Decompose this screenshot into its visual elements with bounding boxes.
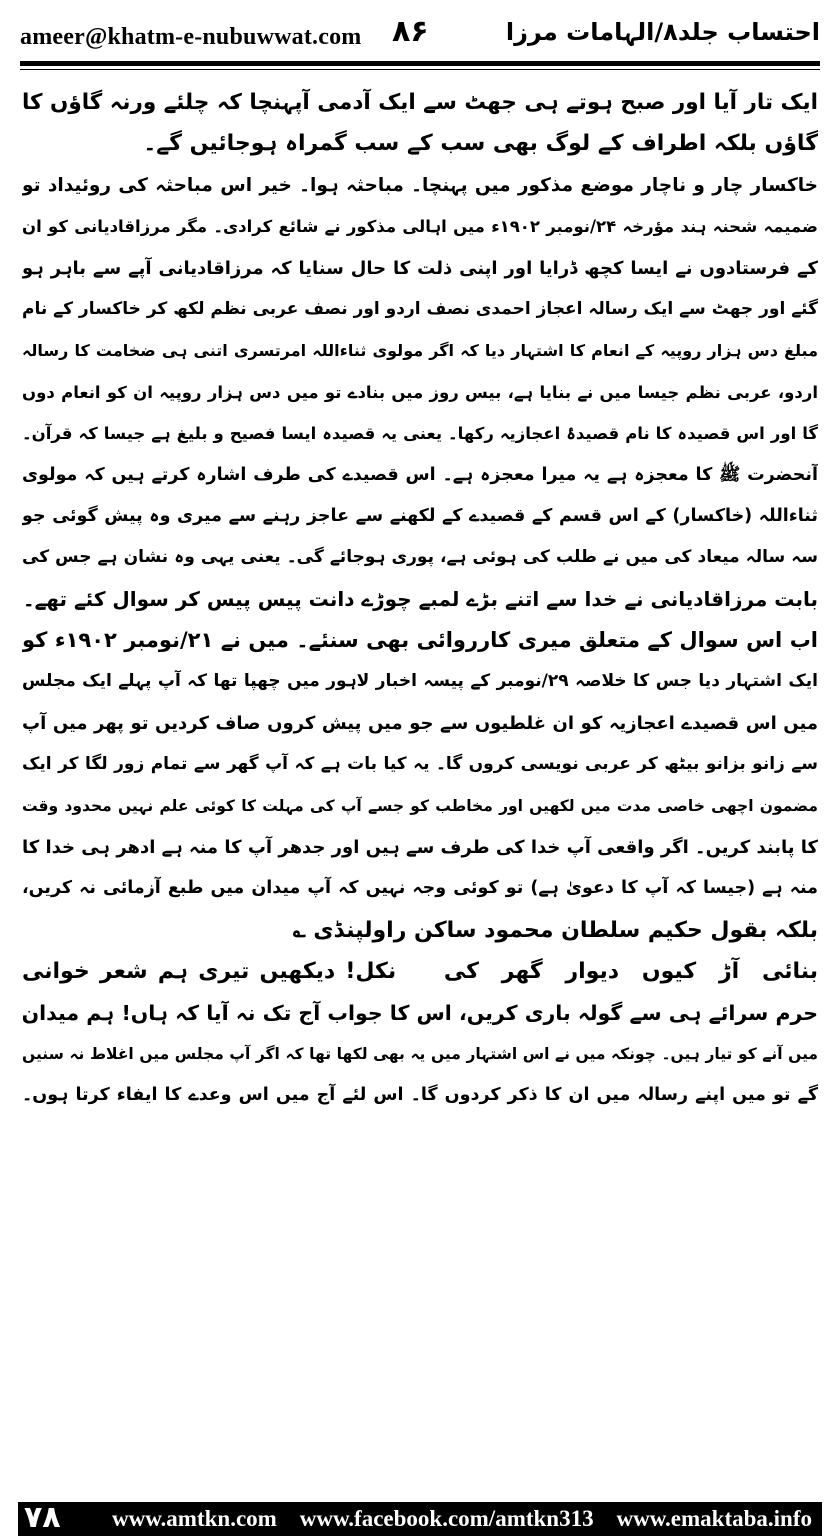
body-text bbox=[22, 82, 818, 1117]
text-line: ایک تار آیا اور صبح ہوتے ہی جھٹ سے ایک آدمی آپہنچا کہ چلئے ورنہ گاؤں کا bbox=[22, 90, 818, 115]
footer-link-emaktaba[interactable]: www.emaktaba.info bbox=[616, 1506, 812, 1531]
text-line: حرم سرائے ہی سے گولہ باری کریں، اس کا جواب آج تک نہ آیا کہ ہاں! ہم میدان bbox=[22, 1000, 818, 1025]
header-email[interactable]: ameer@khatm-e-nubuwwat.com bbox=[20, 24, 362, 50]
text-line: ضمیمہ شحنہ ہند مؤرخہ ۲۴/نومبر ۱۹۰۲ء میں اہالی مذکور نے شائع کرادی۔ مگر مرزاقادیانی کو ان bbox=[22, 217, 818, 237]
text-line: اردو، عربی نظم جیسا میں نے بنایا ہے، بیس روز میں بنادے تو میں دس ہزار روپیہ ان کو انعام دوں bbox=[22, 382, 818, 402]
footer-link-facebook[interactable]: www.facebook.com/amtkn313 bbox=[299, 1506, 594, 1531]
book-title: احتساب جلد۸/الہامات مرزا bbox=[505, 18, 820, 46]
page-number: ۸۶ bbox=[392, 14, 429, 49]
footer-page-badge: ۷۸ bbox=[24, 1500, 61, 1535]
page-header bbox=[20, 14, 820, 58]
verse-first-hemistich: بنائی آڑ کیوں دیوار گھر کی bbox=[443, 959, 818, 985]
text-line: میں آنے کو تیار ہیں۔ چونکہ میں نے اس اشتہار میں یہ بھی لکھا تھا کہ اگر آپ مجلس میں اغلاط نہ سنیں bbox=[22, 1044, 818, 1063]
text-line: گے تو میں اپنے رسالہ میں ان کا ذکر کردوں گا۔ اس لئے آج میں اس وعدے کا ایفاء کرتا ہوں۔ bbox=[22, 1085, 818, 1106]
header-rule-thick bbox=[20, 61, 820, 66]
text-line: آنحضرت ﷺ کا معجزہ ہے یہ میرا معجزہ ہے۔ اس قصیدے کی طرف اشارہ کرتے ہیں کہ مولوی bbox=[22, 464, 818, 485]
text-line: میں اس قصیدے اعجازیہ کو ان غلطیوں سے جو میں پیش کروں صاف کردیں تو پھر میں آپ bbox=[22, 712, 818, 734]
text-line: کا پابند کریں۔ اگر واقعی آپ خدا کی طرف سے ہیں اور جدھر آپ کا منہ ہے ادھر ہی خدا کا bbox=[22, 837, 818, 859]
text-line: بابت مرزاقادیانی نے خدا سے اتنے بڑے لمبے چوڑے دانت پیس پیس کر سوال کئے تھے۔ bbox=[22, 586, 818, 611]
text-line: خاکسار چار و ناچار موضع مذکور میں پہنچا۔ مباحثہ ہوا۔ خیر اس مباحثہ کی روئیداد تو bbox=[22, 174, 818, 196]
text-line: ایک اشتہار دیا جس کا خلاصہ ۲۹/نومبر کے پیسہ اخبار لاہور میں چھپا تھا کہ آپ پہلے ایک مجلس bbox=[22, 671, 818, 692]
text-line: ثناءاللہ (خاکسار) کے اس قسم کے قصیدے کے لکھنے سے عاجز رہنے سے میری وہ پیش گوئی جو bbox=[22, 505, 818, 526]
text-line: سہ سالہ میعاد کی میں نے طلب کی ہوئی ہے، پوری ہوجائے گی۔ یعنی یہی وہ نشان ہے جس کی bbox=[22, 547, 818, 568]
footer-links bbox=[112, 1506, 812, 1532]
text-line: بلکہ بقول حکیم سلطان محمود ساکن راولپنڈی ؎ bbox=[292, 917, 818, 943]
header-rule-thin bbox=[20, 69, 820, 70]
verse-second-hemistich: نکل! دیکھیں تیری ہم شعر خوانی bbox=[22, 959, 397, 985]
text-line: مضمون اچھی خاصی مدت میں لکھیں اور مخاطب کو جسے آپ کی مہلت کا کوئی علم نہیں محدود وقت bbox=[22, 796, 818, 815]
verse-couplet bbox=[22, 951, 818, 992]
text-line: سے زانو بزانو بیٹھ کر عربی نویسی کروں گا۔ یہ کیا بات ہے کہ آپ گھر سے تمام زور لگا کر ایک bbox=[22, 754, 818, 775]
text-line: کے فرستادوں نے ایسا کچھ ڈرایا اور اپنی ذلت کا حال سنایا کہ مرزاقادیانی آپے سے باہر ہو bbox=[22, 257, 818, 279]
text-line: گا اور اس قصیدہ کا نام قصیدۂ اعجازیہ رکھا۔ یعنی یہ قصیدہ ایسا فصیح و بلیغ ہے جیسا کہ قرآن۔ bbox=[22, 424, 818, 444]
text-line: اب اس سوال کے متعلق میری کارروائی بھی سنئے۔ میں نے ۲۱/نومبر ۱۹۰۲ء کو bbox=[22, 628, 818, 653]
text-line: گاؤں بلکہ اطراف کے لوگ بھی سب کے سب گمراہ ہوجائیں گے۔ bbox=[143, 131, 818, 157]
text-line: گئے اور جھٹ سے ایک رسالہ اعجاز احمدی نصف اردو اور نصف عربی نظم لکھ کر خاکسار کے نام bbox=[22, 298, 818, 319]
footer-link-amtkn[interactable]: www.amtkn.com bbox=[112, 1506, 277, 1531]
page-footer bbox=[18, 1502, 822, 1536]
text-line: منہ ہے (جیسا کہ آپ کا دعویٰ ہے) تو کوئی وجہ نہیں کہ آپ میدان میں طبع آزمائی نہ کریں، bbox=[22, 878, 818, 899]
text-line: مبلغ دس ہزار روپیہ کے انعام کا اشتہار دیا کہ اگر مولوی ثناءاللہ امرتسری اتنی ہی ضخامت کا رسالہ bbox=[22, 341, 818, 361]
